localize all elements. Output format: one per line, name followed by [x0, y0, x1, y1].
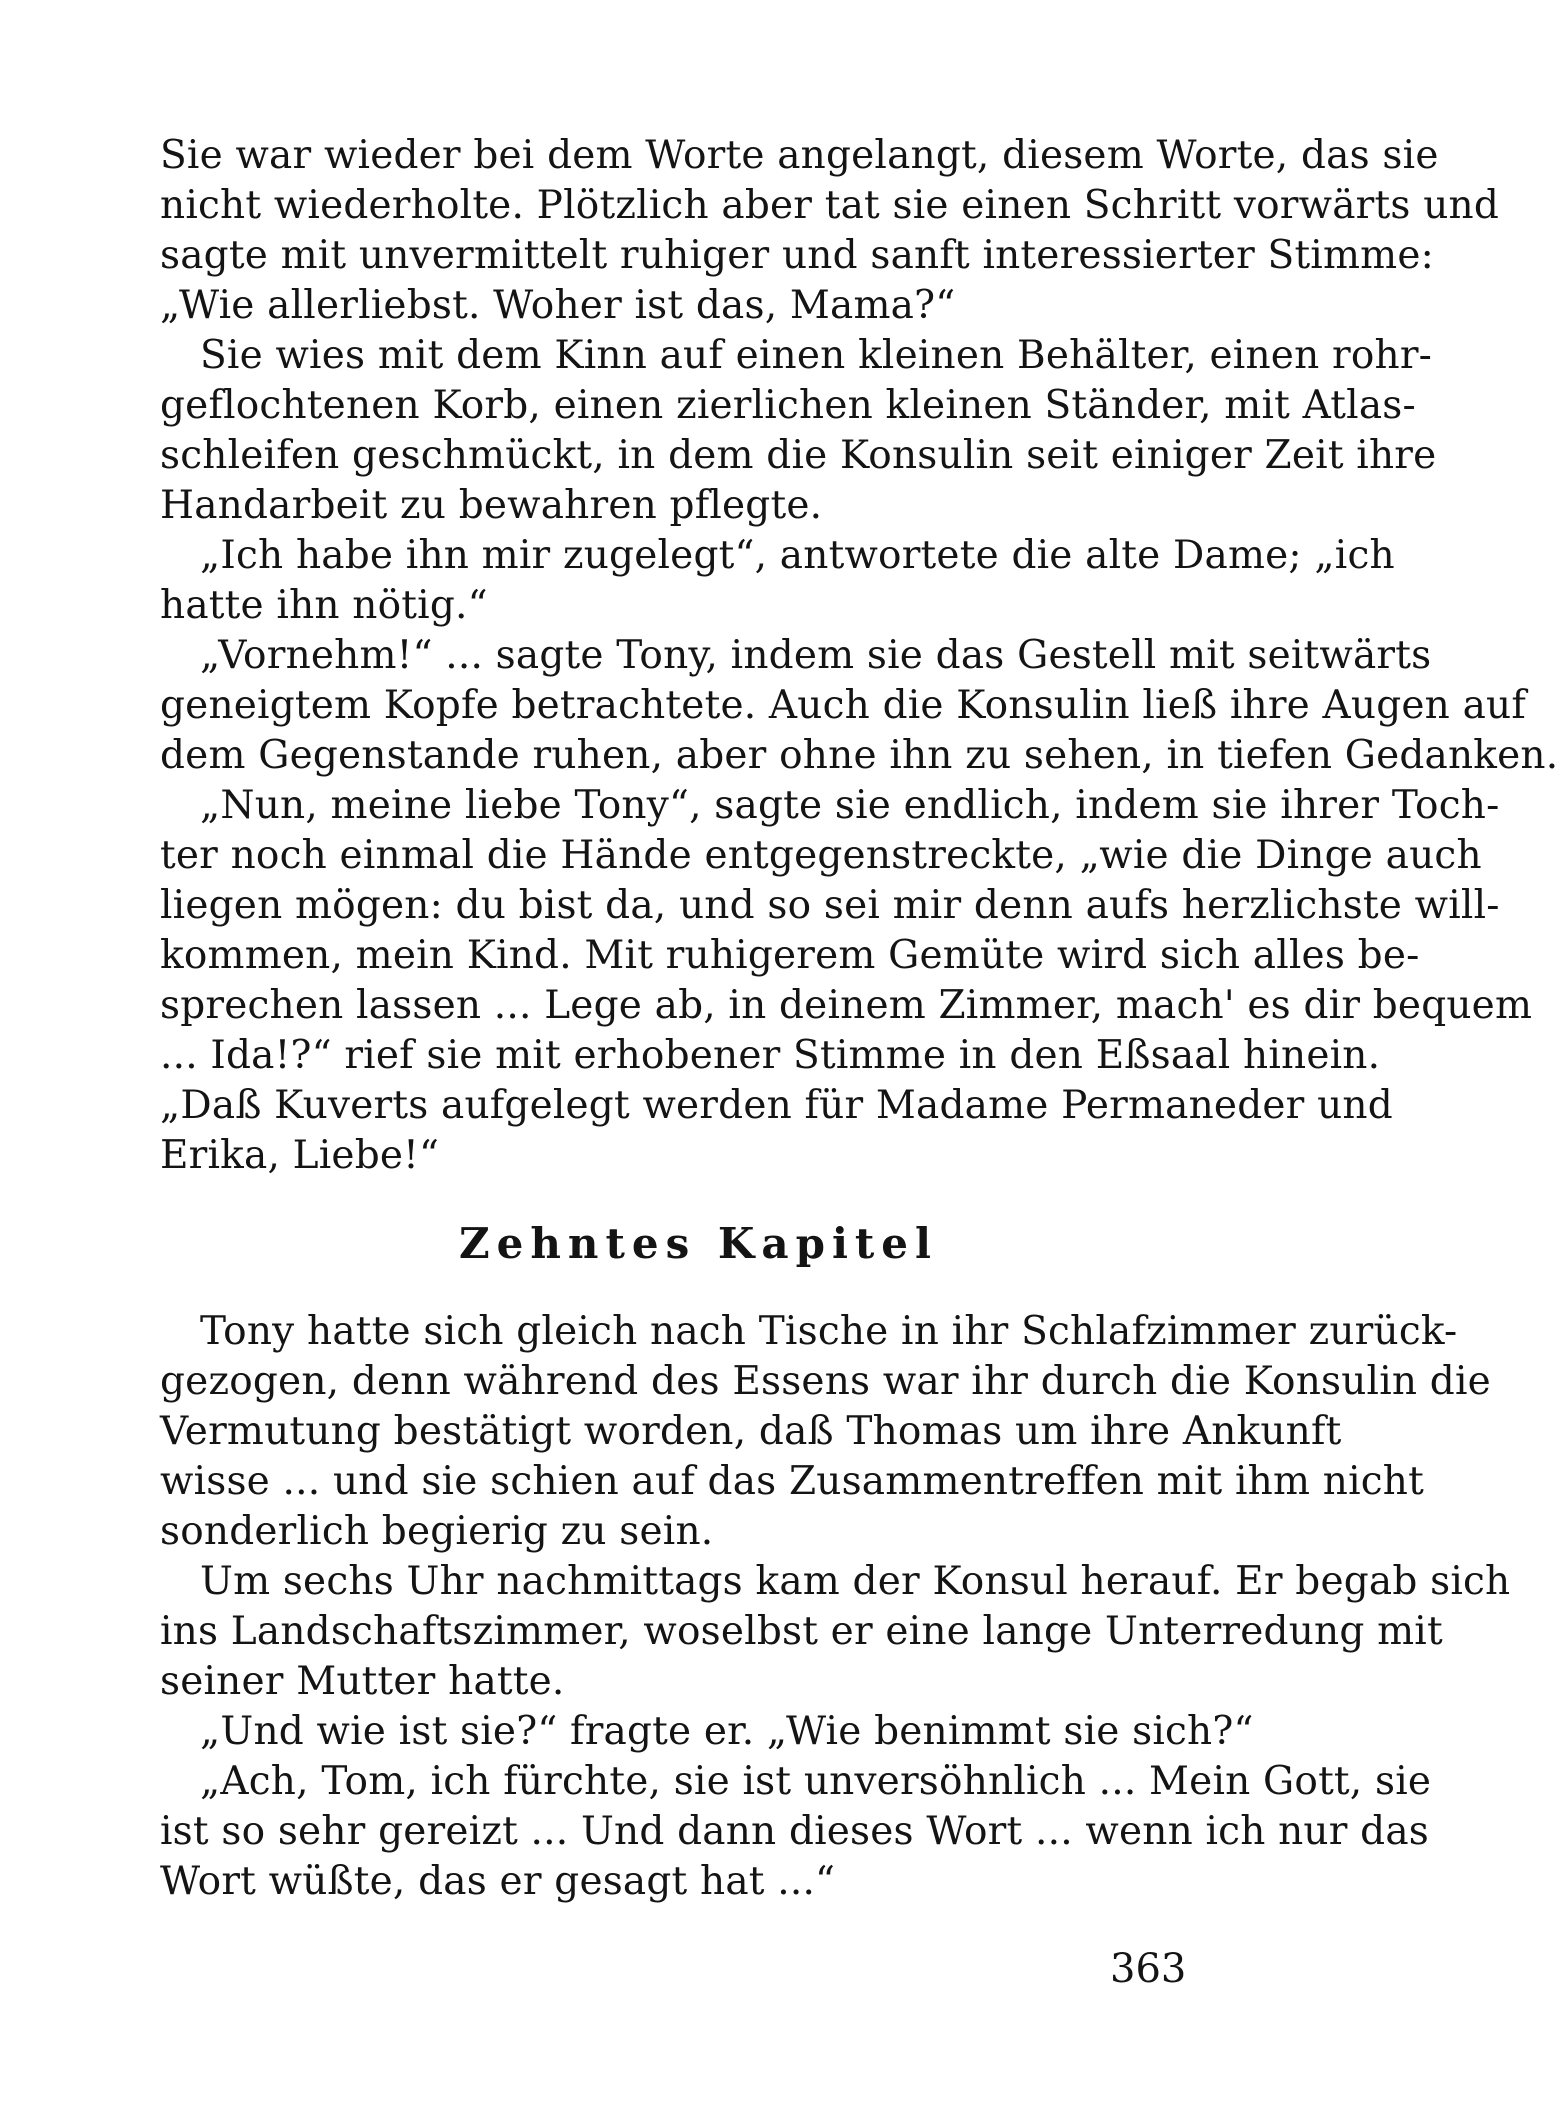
text-line: nicht wiederholte. Plötzlich aber tat sie einen Schritt vorwärts und: [160, 183, 1499, 228]
text-line: „Und wie ist sie?“ fragte er. „Wie benimmt sie sich?“: [200, 1709, 1254, 1754]
text-line: dem Gegenstande ruhen, aber ohne ihn zu sehen, in tiefen Gedanken.: [160, 733, 1558, 778]
text-line: sagte mit unvermittelt ruhiger und sanft interessierter Stimme:: [160, 233, 1434, 278]
text-line: „Nun, meine liebe Tony“, sagte sie endlich, indem sie ihrer Toch-: [200, 783, 1500, 828]
text-line: sonderlich begierig zu sein.: [160, 1509, 714, 1554]
text-line: ter noch einmal die Hände entgegenstreckte, „wie die Dinge auch: [160, 833, 1482, 878]
text-line: seiner Mutter hatte.: [160, 1659, 565, 1704]
text-line: Handarbeit zu bewahren pflegte.: [160, 483, 823, 528]
text-line: kommen, mein Kind. Mit ruhigerem Gemüte wird sich alles be-: [160, 933, 1420, 978]
text-line: Erika, Liebe!“: [160, 1133, 440, 1178]
text-line: ins Landschaftszimmer, woselbst er eine lange Unterredung mit: [160, 1609, 1443, 1654]
text-line: „Ich habe ihn mir zugelegt“, antwortete die alte Dame; „ich: [200, 533, 1395, 578]
page-number: 363: [1110, 1946, 1187, 1992]
text-line: geflochtenen Korb, einen zierlichen kleinen Ständer, mit Atlas-: [160, 383, 1416, 428]
text-line: ist so sehr gereizt ... Und dann dieses Wort ... wenn ich nur das: [160, 1809, 1430, 1854]
text-line: schleifen geschmückt, in dem die Konsulin seit einiger Zeit ihre: [160, 433, 1437, 478]
text-line: geneigtem Kopfe betrachtete. Auch die Konsulin ließ ihre Augen auf: [160, 683, 1526, 728]
text-line: gezogen, denn während des Essens war ihr durch die Konsulin die: [160, 1359, 1491, 1404]
text-line: ... Ida!?“ rief sie mit erhobener Stimme in den Eßsaal hinein.: [160, 1033, 1381, 1078]
text-line: Sie wies mit dem Kinn auf einen kleinen Behälter, einen rohr-: [200, 333, 1433, 378]
text-line: Um sechs Uhr nachmittags kam der Konsul herauf. Er begab sich: [200, 1559, 1511, 1604]
text-line: Wort wüßte, das er gesagt hat ...“: [160, 1859, 836, 1904]
text-line: „Vornehm!“ ... sagte Tony, indem sie das Gestell mit seitwärts: [200, 633, 1432, 678]
text-line: „Wie allerliebst. Woher ist das, Mama?“: [160, 283, 956, 328]
text-line: „Daß Kuverts aufgelegt werden für Madame Permaneder und: [160, 1083, 1393, 1128]
text-line: Vermutung bestätigt worden, daß Thomas um ihre Ankunft: [160, 1409, 1342, 1454]
text-line: wisse ... und sie schien auf das Zusammentreffen mit ihm nicht: [160, 1459, 1424, 1504]
text-line: „Ach, Tom, ich fürchte, sie ist unversöhnlich ... Mein Gott, sie: [200, 1759, 1432, 1804]
text-line: hatte ihn nötig.“: [160, 583, 488, 628]
text-line: sprechen lassen ... Lege ab, in deinem Zimmer, mach' es dir bequem: [160, 983, 1533, 1028]
text-line: liegen mögen: du bist da, und so sei mir denn aufs herzlichste will-: [160, 883, 1500, 928]
chapter-title: Zehntes Kapitel: [459, 1219, 938, 1268]
text-line: Tony hatte sich gleich nach Tische in ihr Schlafzimmer zurück-: [200, 1309, 1458, 1354]
text-line: Sie war wieder bei dem Worte angelangt, diesem Worte, das sie: [160, 133, 1439, 178]
